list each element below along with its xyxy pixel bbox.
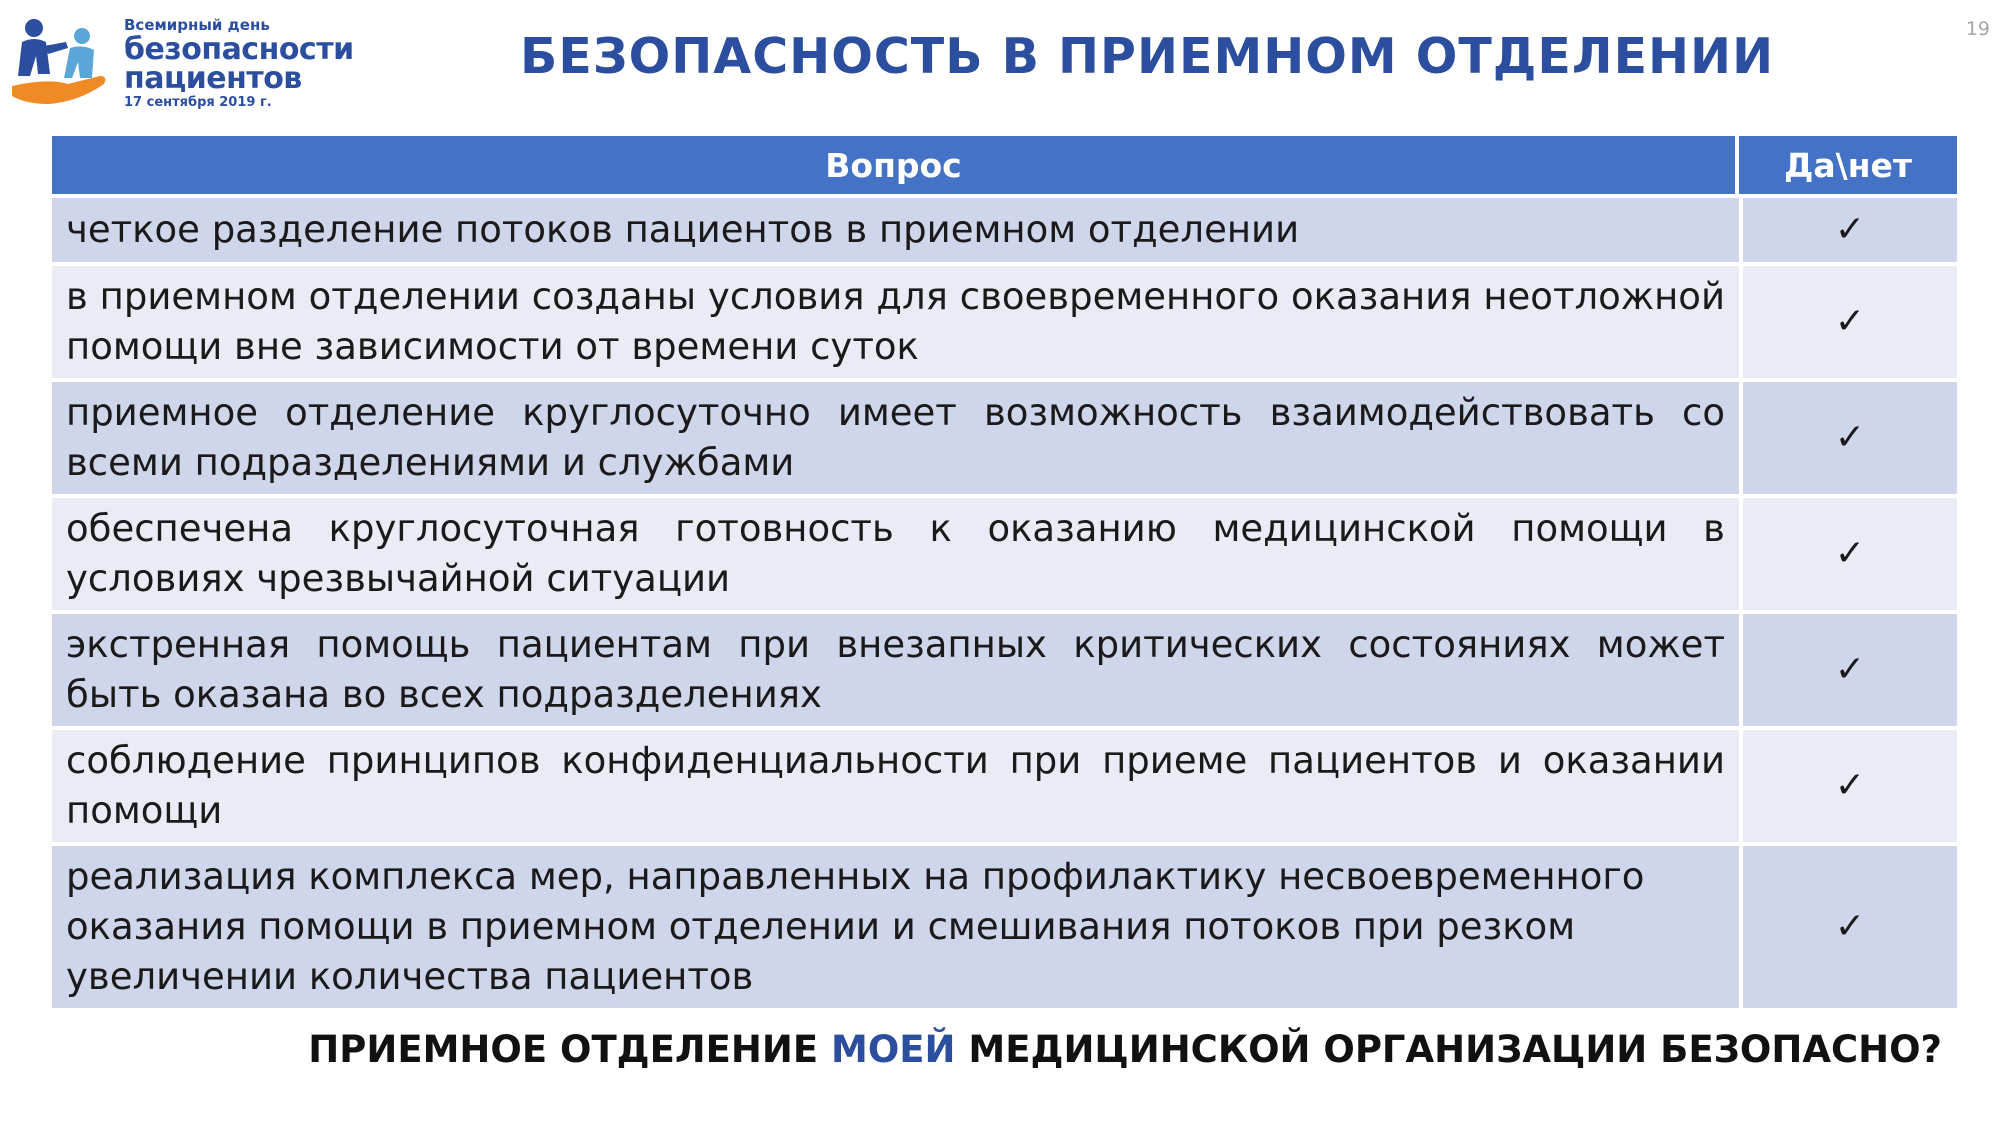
table-row <box>52 382 1957 494</box>
column-header-answer: Да\нет <box>1739 136 1957 194</box>
checkmark-icon: ✓ <box>1739 846 1957 1008</box>
logo-line-2: безопасности <box>124 32 354 67</box>
logo-line-1: Всемирный день <box>124 16 270 34</box>
checkmark-icon: ✓ <box>1739 730 1957 842</box>
people-care-icon <box>8 12 116 112</box>
table-row <box>52 614 1957 726</box>
checkmark-icon: ✓ <box>1739 266 1957 378</box>
checkmark-icon: ✓ <box>1739 498 1957 610</box>
closing-question-end: МЕДИЦИНСКОЙ ОРГАНИЗАЦИИ БЕЗОПАСНО? <box>955 1028 1942 1071</box>
slide-title: БЕЗОПАСНОСТЬ В ПРИЕМНОМ ОТДЕЛЕНИИ <box>520 28 1775 85</box>
question-cell: четкое разделение потоков пациентов в приемном отделении <box>52 198 1739 262</box>
checkmark-icon: ✓ <box>1739 614 1957 726</box>
checkmark-icon: ✓ <box>1739 198 1957 262</box>
page-number: 19 <box>1965 18 1990 40</box>
table-row <box>52 266 1957 378</box>
closing-question-start: ПРИЕМНОЕ ОТДЕЛЕНИЕ <box>308 1028 831 1071</box>
question-cell: в приемном отделении созданы условия для своевременного оказания неотложной помощи вне зависимости от времени суток <box>52 266 1739 378</box>
checkmark-icon: ✓ <box>1739 382 1957 494</box>
question-cell: соблюдение принципов конфиденциальности при приеме пациентов и оказании помощи <box>52 730 1739 842</box>
table-row <box>52 846 1957 1008</box>
checklist-table <box>52 132 1957 1012</box>
question-cell: реализация комплекса мер, направленных на профилактику несвоевременного оказания помощи в приемном отделении и смешивания потоков при резком увеличении количества пациентов <box>52 846 1739 1008</box>
table-header-row <box>52 136 1957 194</box>
table-row <box>52 498 1957 610</box>
event-logo <box>8 8 354 113</box>
column-header-question: Вопрос <box>52 136 1739 194</box>
table-row <box>52 730 1957 842</box>
question-cell: приемное отделение круглосуточно имеет возможность взаимодействовать со всеми подразделениями и службами <box>52 382 1739 494</box>
question-cell: обеспечена круглосуточная готовность к оказанию медицинской помощи в условиях чрезвычайной ситуации <box>52 498 1739 610</box>
closing-question-accent: МОЕЙ <box>831 1028 956 1071</box>
closing-question <box>308 1028 1942 1071</box>
table-row <box>52 198 1957 262</box>
logo-line-3: пациентов <box>124 61 302 96</box>
logo-date: 17 сентября 2019 г. <box>124 95 272 110</box>
question-cell: экстренная помощь пациентам при внезапных критических состояниях может быть оказана во всех подразделениях <box>52 614 1739 726</box>
